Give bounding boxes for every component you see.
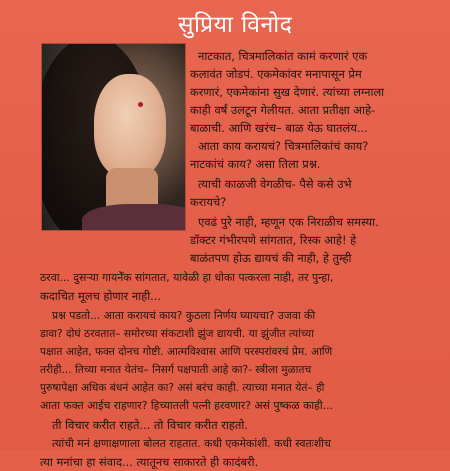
blurb-line: पुरुषापेक्षा अधिक बंधनं आहेत का? असं बरंच काही. त्याच्या मनात येतं– ही [40,382,325,394]
blurb-line: नाटकात, चित्रमालिकांत कामं करणारं एक [198,49,368,63]
blurb-line: कदाचित मूलच होणार नाही... [40,289,162,303]
blurb-line: पक्षात आहेत, फक्त दोनच गोष्टी. आत्मविश्वास आणि परस्परांवरचं प्रेम. आणि [40,346,333,358]
blurb-line: ती विचार करीत राहते... तो विचार करीत राहतो. [52,418,248,432]
blurb-line: प्रश्न पडतो... आता करायचं काय? कुठला निर्णय घ्यायचा? उजवा की [52,309,316,322]
blurb-line: करायचे? [190,195,227,209]
blurb-line: करणारं, एकमेकांना सुख देणारं. त्यांच्या लग्नाला [190,85,385,99]
blurb-line: त्या मनांचा हा संवाद... त्यातूनच साकारते ही कादंबरी. [40,455,259,469]
blurb-line: बाळंतपण होऊ द्यायचं की नाही, हे तुम्ही [190,251,352,265]
author-name: सुप्रिया विनोद [178,12,293,38]
blurb-line: डावा? दोघं ठरवतात– समोरच्या संकटाशी झुंज द्यायची. या झुंजीत त्यांच्या [40,328,314,340]
blurb-line: आता काय करायचं? चित्रमालिकांचं काय? [198,139,369,153]
blurb-line: तरीही... तिच्या मनात येतंच– निसर्ग पक्षपाती आहे का?- स्त्रीला मुळातच [40,364,312,376]
blurb-line: त्यांची मनं क्षणाक्षणाला बोलत राहतात. कधी एकमेकांशी. कधी स्वतःशीच [52,437,331,450]
blurb-line: ठरवा... दुसऱ्या गायनेॅक सांगतात, यावेळी हा धोका पत्करला नाही, तर पुन्हा, [40,271,334,284]
blurb-text [8,48,444,469]
blurb-line: आता फक्त आईच राहणार? हिच्यातली पत्नी हरवणार? असं पुष्कळ काही... [40,399,333,412]
blurb-line: काही वर्षं उलटून गेलीयत. आता प्रतीक्षा आहे- [190,103,376,117]
blurb-line: एवढं पुरे नाही, म्हणून एक निराळीच समस्या. [198,215,379,229]
blurb-line: बाळाची. आणि खरंच– बाळ येऊ घातलंय... [190,121,368,135]
blurb-line: कलावंत जोडपं. एकमेकांवर मनापासून प्रेम [190,67,362,81]
blurb-line: डॉक्टर गंभीरपणे सांगतात, रिस्क आहे! हे [190,233,357,247]
blurb-line: नाटकांचं काय? असा तिला प्रश्न. [190,157,321,171]
blurb-line: त्याची काळजी वेगळीच- पैसे कसे उभे [198,177,352,191]
